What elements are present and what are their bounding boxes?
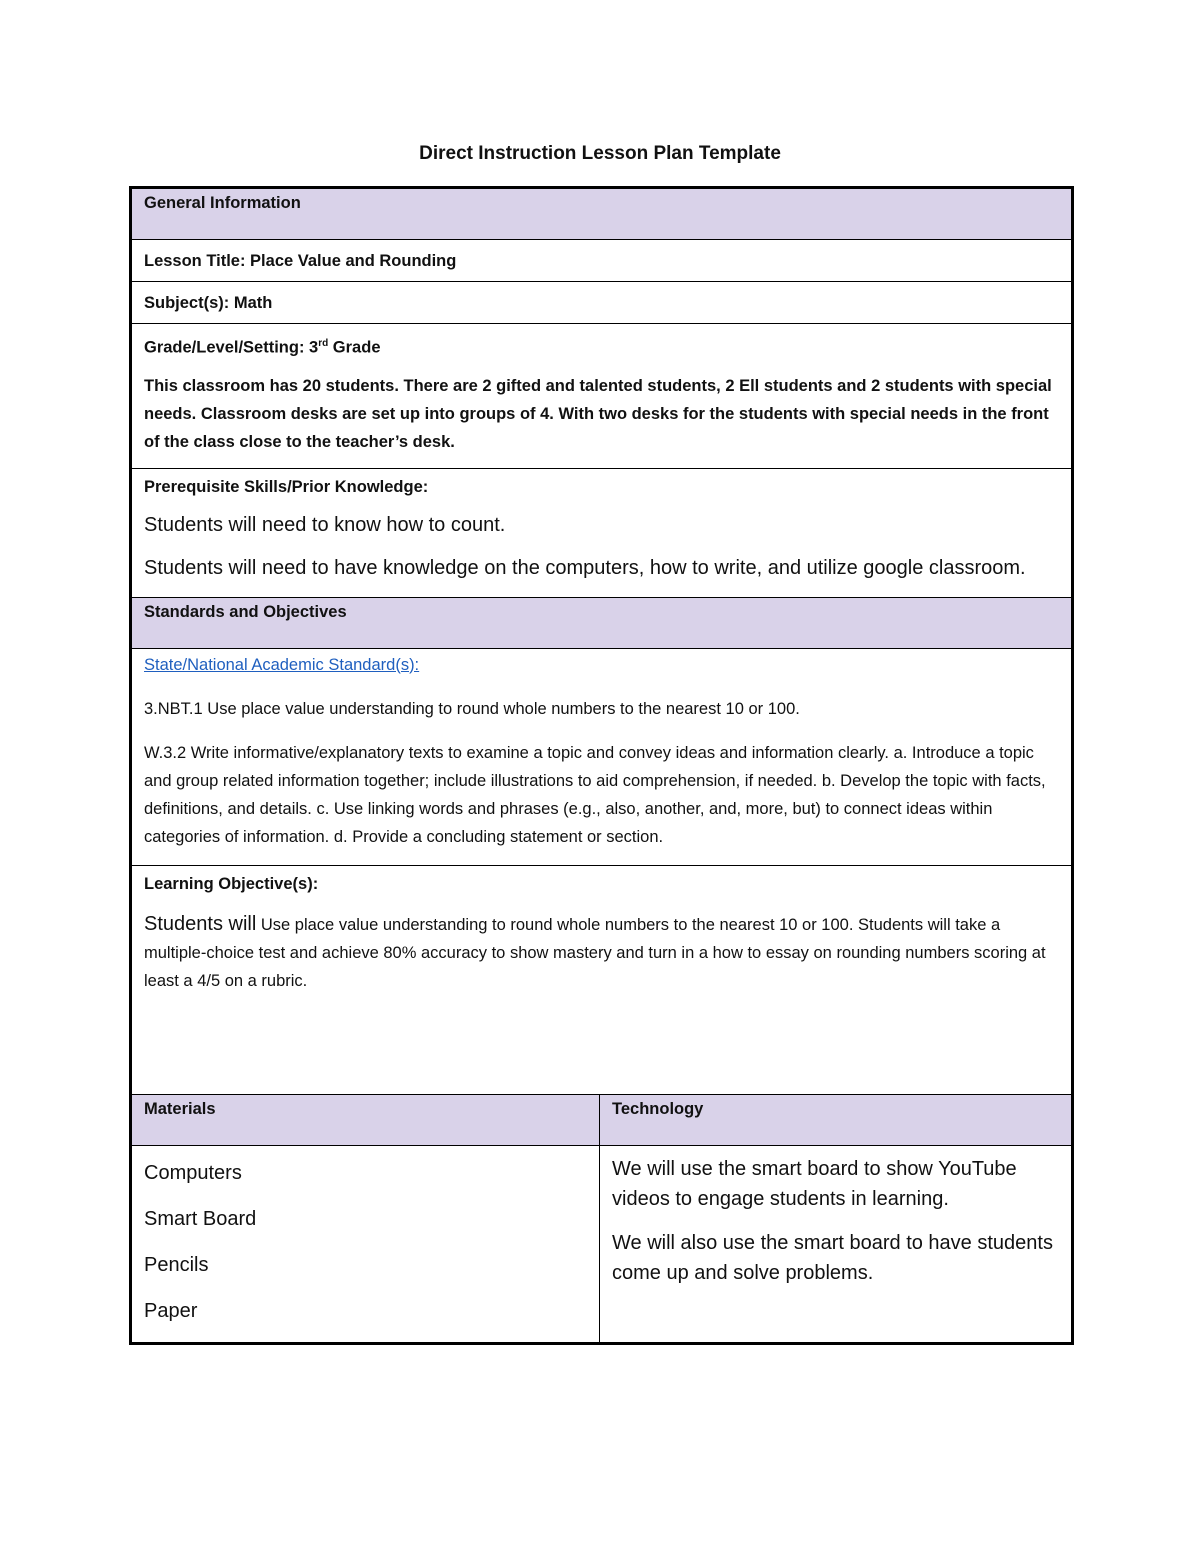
technology-heading: Technology [600, 1094, 1073, 1145]
document-title: Direct Instruction Lesson Plan Template [419, 143, 781, 164]
prerequisite-item: Students will need to know how to count. [144, 513, 506, 536]
objectives-row [131, 865, 1073, 1094]
material-item: Paper [144, 1299, 198, 1322]
grade-suffix: Grade [328, 338, 381, 357]
technology-paragraph: We will also use the smart board to have students come up and solve problems. [612, 1231, 1053, 1284]
subjects: Subject(s): Math [131, 282, 1073, 324]
standards-link[interactable]: State/National Academic Standard(s): [144, 655, 420, 674]
materials-list [131, 1145, 600, 1343]
standard-nbt: 3.NBT.1 Use place value understanding to round whole numbers to the nearest 10 or 100. [144, 699, 800, 718]
grade-setting-row [131, 324, 1073, 469]
lesson-title: Lesson Title: Place Value and Rounding [131, 240, 1073, 282]
technology-paragraph: We will use the smart board to show YouTube videos to engage students in learning. [612, 1157, 1017, 1210]
technology-list [600, 1145, 1073, 1343]
standards-heading: Standards and Objectives [131, 597, 1073, 648]
objective-body: Use place value understanding to round whole numbers to the nearest 10 or 100. Students will take a multiple-choice test and achieve 80% accuracy to show mastery and turn in a how to essay on rounding numbers scoring at least a 4/5 on a rubric. [144, 915, 1046, 990]
material-item: Pencils [144, 1253, 209, 1276]
grade-superscript: rd [318, 338, 329, 349]
standards-header-row [131, 597, 1073, 648]
general-info-heading: General Information [131, 188, 1073, 240]
prerequisite-label: Prerequisite Skills/Prior Knowledge: [144, 477, 429, 496]
lesson-title-row [131, 240, 1073, 282]
classroom-setting-text: This classroom has 20 students. There are 2 gifted and talented students, 2 Ell students and 2 students with special needs. Classroom desks are set up into groups of 4. With two desks for the students with special needs in the front of the class close to the teacher’s desk. [144, 376, 1052, 451]
objective-lead: Students will [144, 912, 257, 935]
subjects-row [131, 282, 1073, 324]
standards-row [131, 648, 1073, 865]
objective-text [144, 910, 1059, 995]
material-item: Smart Board [144, 1207, 257, 1230]
grade-label: Grade/Level/Setting: 3 [144, 338, 319, 357]
prerequisite-row [131, 468, 1073, 597]
objectives-label: Learning Objective(s): [144, 874, 319, 893]
materials-heading: Materials [131, 1094, 600, 1145]
prerequisite-item: Students will need to have knowledge on the computers, how to write, and utilize google classroom. [144, 556, 1026, 579]
general-info-header-row [131, 188, 1073, 240]
lesson-plan-table [129, 186, 1074, 1345]
material-item: Computers [144, 1161, 242, 1184]
materials-technology-row [131, 1145, 1073, 1343]
grade-level-setting [144, 330, 1059, 362]
standard-writing: W.3.2 Write informative/explanatory texts to examine a topic and convey ideas and information clearly. a. Introduce a topic and group related information together; include illustrations to aid comprehension, if needed. b. Develop the topic with facts, definitions, and details. c. Use linking words and phrases (e.g., also, another, and, more, but) to connect ideas within categories of information. d. Provide a concluding statement or section. [144, 743, 1046, 846]
materials-technology-header-row [131, 1094, 1073, 1145]
